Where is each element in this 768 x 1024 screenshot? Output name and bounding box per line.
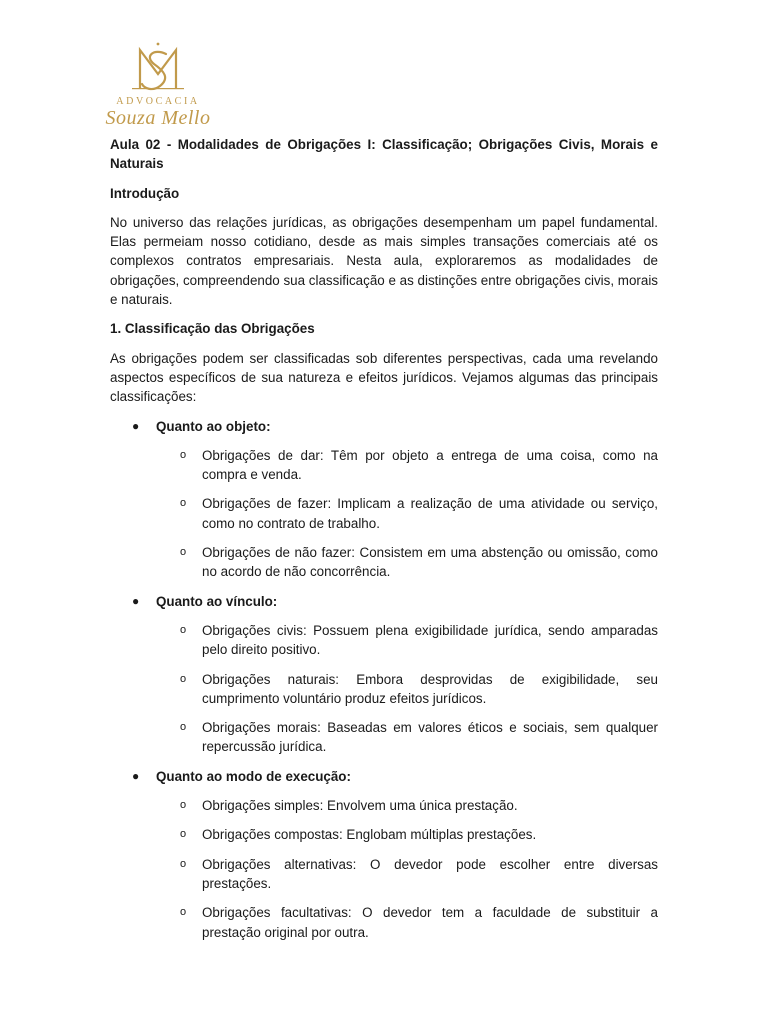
circle-bullet-icon: o xyxy=(180,799,187,812)
group-modo-execucao xyxy=(110,767,658,942)
section1-paragraph: As obrigações podem ser classificadas sob diferentes perspectivas, cada uma revelando aspectos específicos de sua natureza e efeitos jurídicos. Vejamos algumas das principais classificações: xyxy=(110,350,658,405)
list-item xyxy=(156,855,658,894)
list-item-text: Obrigações civis: Possuem plena exigibilidade jurídica, sendo amparadas pelo direito positivo. xyxy=(202,622,658,658)
circle-bullet-icon: o xyxy=(180,448,187,461)
sub-list xyxy=(156,796,658,942)
list-item xyxy=(156,494,658,533)
circle-bullet-icon: o xyxy=(180,672,187,685)
circle-bullet-icon: o xyxy=(180,623,187,636)
circle-bullet-icon: o xyxy=(180,721,187,734)
group-label: Quanto ao objeto: xyxy=(156,418,271,434)
list-item-text: Obrigações alternativas: O devedor pode escolher entre diversas prestações. xyxy=(202,856,658,891)
document-body xyxy=(110,135,658,952)
group-label: Quanto ao vínculo: xyxy=(156,593,278,609)
list-item xyxy=(156,796,658,815)
circle-bullet-icon: o xyxy=(180,497,187,510)
list-item-text: Obrigações simples: Envolvem uma única prestação. xyxy=(202,798,518,814)
bullet-icon: ● xyxy=(132,593,140,608)
logo-name-text: Souza Mello xyxy=(105,107,211,129)
list-item-text: Obrigações de fazer: Implicam a realização de uma atividade ou serviço, como no contrato de trabalho. xyxy=(202,496,658,531)
list-item xyxy=(156,621,658,660)
section1-heading: 1. Classificação das Obrigações xyxy=(110,321,315,337)
circle-bullet-icon: o xyxy=(180,546,187,559)
list-item-text: Obrigações morais: Baseadas em valores éticos e sociais, sem qualquer repercussão jurídica. xyxy=(202,720,658,755)
intro-heading: Introdução xyxy=(110,185,180,201)
list-item xyxy=(156,903,658,942)
sub-list xyxy=(156,621,658,757)
list-item xyxy=(156,825,658,844)
list-item-text: Obrigações de não fazer: Consistem em uma abstenção ou omissão, como no acordo de não concorrência. xyxy=(202,545,658,580)
list-item-text: Obrigações naturais: Embora desprovidas de exigibilidade, seu cumprimento voluntário produz efeitos jurídicos. xyxy=(202,671,658,706)
classification-list xyxy=(110,417,658,942)
list-item-text: Obrigações compostas: Englobam múltiplas prestações. xyxy=(202,827,537,843)
list-item-text: Obrigações facultativas: O devedor tem a faculdade de substituir a prestação original por outra. xyxy=(202,905,658,940)
logo-advocacia-text: ADVOCACIA xyxy=(116,96,200,107)
list-item xyxy=(156,670,658,709)
group-objeto xyxy=(110,417,658,582)
sub-list xyxy=(156,446,658,582)
intro-paragraph: No universo das relações jurídicas, as obrigações desempenham um papel fundamental. Elas permeiam nosso cotidiano, desde as mais simples transações comerciais até os complexos contratos empresariais. Nesta aula, exploraremos as modalidades de obrigações, compreendendo sua classificação e as distinções entre obrigações civis, morais e naturais. xyxy=(110,214,658,308)
circle-bullet-icon: o xyxy=(180,828,187,841)
lesson-title: Aula 02 - Modalidades de Obrigações I: Classificação; Obrigações Civis, Morais e Naturais xyxy=(110,137,658,172)
circle-bullet-icon: o xyxy=(180,857,187,870)
monogram-logo-icon xyxy=(104,40,212,98)
list-item xyxy=(156,718,658,757)
bullet-icon: ● xyxy=(132,418,140,433)
group-vinculo xyxy=(110,592,658,757)
list-item xyxy=(156,543,658,582)
company-logo xyxy=(104,40,212,138)
circle-bullet-icon: o xyxy=(180,906,187,919)
list-item-text: Obrigações de dar: Têm por objeto a entrega de uma coisa, como na compra e venda. xyxy=(202,447,658,483)
list-item xyxy=(156,446,658,485)
bullet-icon: ● xyxy=(132,768,140,783)
group-label: Quanto ao modo de execução: xyxy=(156,768,351,784)
